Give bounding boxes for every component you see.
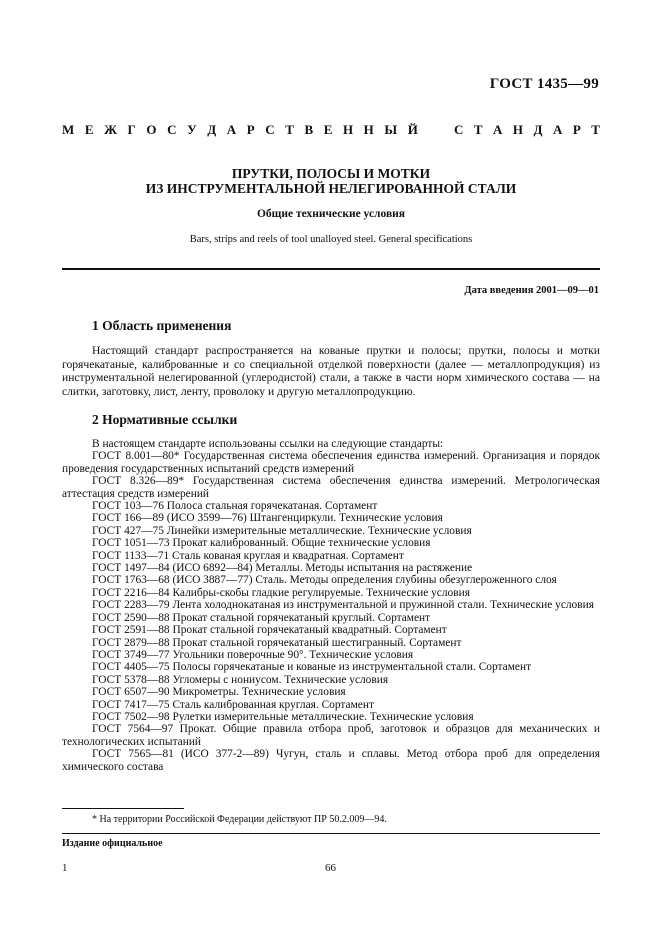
reference-item: ГОСТ 103—76 Полоса стальная горячекатаная. Сортамент	[92, 500, 378, 513]
banner-letter: Е	[323, 122, 333, 137]
english-title: Bars, strips and reels of tool unalloyed steel. General specifications	[189, 234, 473, 245]
introduction-date: Дата введения 2001—09—01	[464, 285, 599, 296]
footnote: * На территории Российской Федерации действуют ПР 50.2.009—94.	[92, 814, 387, 825]
document-number: ГОСТ 1435—99	[489, 76, 599, 92]
reference-item: ГОСТ 166—89 (ИСО 3599—76) Штангенциркули. Технические условия	[92, 512, 443, 525]
page-number-left: 1	[62, 862, 68, 874]
title-line-2: ИЗ ИНСТРУМЕНТАЛЬНОЙ НЕЛЕГИРОВАННОЙ СТАЛИ	[145, 181, 517, 196]
banner-word-standard	[454, 122, 600, 138]
banner-letter: М	[62, 122, 75, 137]
banner-letter: Т	[591, 122, 600, 137]
reference-item: ГОСТ 4405—75 Полосы горячекатаные и кованые из инструментальной стали. Сортамент	[92, 661, 532, 674]
reference-item: ГОСТ 1763—68 (ИСО 3887—77) Сталь. Методы определения глубины обезуглероженного слоя	[92, 574, 557, 587]
reference-item: ГОСТ 5378—88 Угломеры с нониусом. Технические условия	[92, 673, 389, 686]
reference-item: ГОСТ 6507—90 Микрометры. Технические условия	[92, 686, 346, 699]
banner-letter: Т	[285, 122, 294, 137]
reference-item: ГОСТ 7417—75 Сталь калиброванная круглая. Сортамент	[92, 698, 374, 711]
reference-item: ГОСТ 8.001—80* Государственная система обеспечения единства измерений. Организация и порядок проведения государственных испытаний средств измерений	[62, 450, 600, 475]
official-edition-label: Издание официальное	[62, 838, 163, 849]
banner-letter: Р	[246, 122, 255, 137]
document-subtitle: Общие технические условия	[256, 208, 406, 220]
banner-letter: Д	[533, 122, 543, 137]
reference-item: ГОСТ 2216—84 Калибры-скобы гладкие регулируемые. Технические условия	[92, 586, 470, 599]
reference-item: ГОСТ 1133—71 Сталь кованая круглая и квадратная. Сортамент	[92, 549, 404, 562]
reference-item: ГОСТ 1051—73 Прокат калиброванный. Общие технические условия	[92, 537, 431, 550]
document-title	[62, 166, 600, 196]
banner-word-interstate	[62, 122, 418, 138]
page-number-center: 66	[325, 862, 336, 874]
standard-banner	[62, 122, 600, 138]
reference-item: ГОСТ 2590—88 Прокат стальной горячекатаный круглый. Сортамент	[92, 611, 431, 624]
banner-letter: Р	[572, 122, 581, 137]
header-divider	[62, 268, 600, 270]
banner-letter: В	[304, 122, 314, 137]
reference-item: ГОСТ 2591—88 Прокат стальной горячекатаный квадратный. Сортамент	[92, 624, 447, 637]
reference-item: ГОСТ 7502—98 Рулетки измерительные металлические. Технические условия	[92, 710, 474, 723]
banner-letter: Г	[127, 122, 136, 137]
banner-letter: Ы	[384, 122, 398, 137]
reference-item: ГОСТ 427—75 Линейки измерительные металлические. Технические условия	[92, 524, 472, 537]
banner-letter: Й	[407, 122, 418, 137]
banner-letter: У	[187, 122, 197, 137]
banner-letter: Д	[207, 122, 217, 137]
banner-letter: Е	[84, 122, 94, 137]
banner-letter: С	[454, 122, 464, 137]
reference-item: ГОСТ 2283—79 Лента холоднокатаная из инструментальной и пружинной стали. Технические условия	[92, 599, 594, 612]
reference-item: ГОСТ 2879—88 Прокат стальной горячекатаный шестигранный. Сортамент	[92, 636, 462, 649]
footnote-divider	[62, 808, 184, 809]
reference-item: ГОСТ 7564—97 Прокат. Общие правила отбора проб, заготовок и образцов для механических и технологических испытаний	[62, 723, 600, 748]
banner-letter: С	[167, 122, 177, 137]
reference-item: ГОСТ 8.326—89* Государственная система обеспечения единства измерений. Метрологическая аттестация средств измерений	[62, 475, 600, 500]
section-1-text: Настоящий стандарт распространяется на кованые прутки и полосы; прутки, полосы и мотки горячекатаные, калиброванные и со специальной отделкой поверхности (далее — металлопродукция) из инструментальной нелегированной (углеродистой) стали, а также в части норм химического состава — на слитки, заготовку, лист, ленту, проволоку и другую металлопродукцию.	[62, 344, 600, 398]
banner-letter: С	[265, 122, 275, 137]
references-list	[62, 438, 600, 773]
footer-divider	[62, 833, 600, 834]
banner-letter: Н	[363, 122, 374, 137]
banner-letter: А	[226, 122, 237, 137]
title-line-1: ПРУТКИ, ПОЛОСЫ И МОТКИ	[231, 166, 431, 181]
banner-letter: А	[552, 122, 563, 137]
banner-letter: Н	[512, 122, 524, 137]
banner-letter: А	[493, 122, 503, 137]
reference-item: ГОСТ 3749—77 Угольники поверочные 90°. Технические условия	[92, 648, 414, 661]
banner-letter: Н	[342, 122, 354, 137]
reference-item: ГОСТ 1497—84 (ИСО 6892—84) Металлы. Методы испытания на растяжение	[92, 562, 473, 575]
section-1-heading: 1 Область применения	[92, 318, 232, 333]
reference-item: ГОСТ 7565—81 (ИСО 377-2—89) Чугун, сталь и сплавы. Метод отбора проб для определения химического состава	[62, 748, 600, 773]
references-intro: В настоящем стандарте использованы ссылки на следующие стандарты:	[92, 438, 444, 450]
section-2-heading: 2 Нормативные ссылки	[92, 412, 238, 427]
banner-letter: Ж	[104, 122, 117, 137]
banner-letter: Т	[473, 122, 483, 137]
banner-letter: О	[146, 122, 157, 137]
